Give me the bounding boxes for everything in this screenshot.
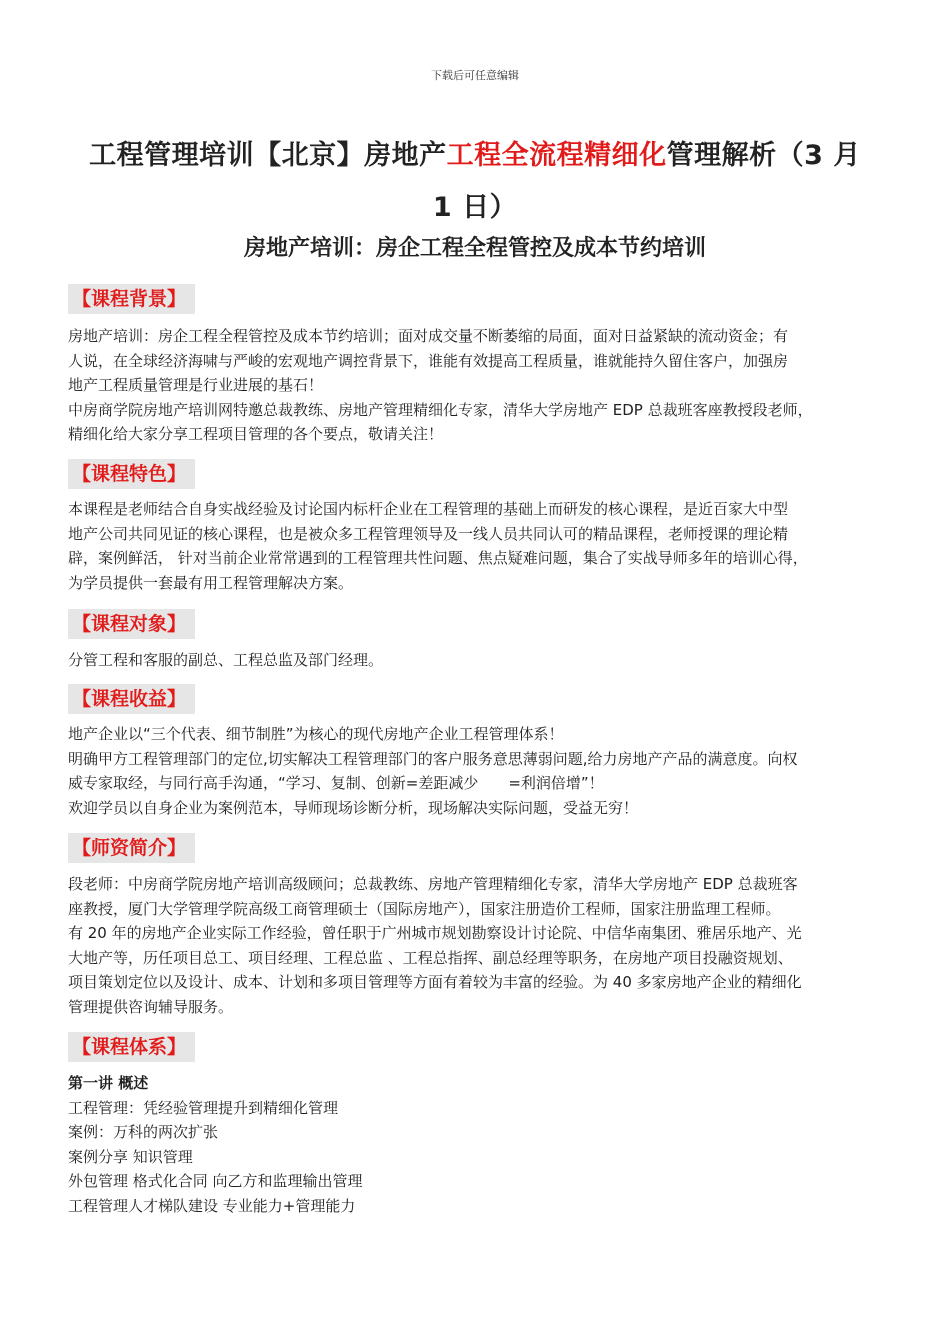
text-line: 工程管理人才梯队建设 专业能力+管理能力 [68, 1196, 356, 1215]
section-body-features [68, 497, 890, 595]
text-line: 有 20 年的房地产企业实际工作经验，曾任职于广州城市规划勘察设计讨论院、中信华南集团、雅居乐地产、光 [68, 924, 802, 942]
text-line: 段老师：中房商学院房地产培训高级顾问；总裁教练、房地产管理精细化专家，清华大学房地产 EDP 总裁班客 [68, 875, 798, 893]
document-title [60, 130, 890, 234]
section-body-benefits [68, 722, 890, 820]
text-line: 项目策划定位以及设计、成本、计划和多项目管理等方面有着较为丰富的经验。为 40 多家房地产企业的精细化 [68, 973, 802, 991]
text-line: 为学员提供一套最有用工程管理解决方案。 [68, 573, 354, 592]
text-line: 房地产培训：房企工程全程管控及成本节约培训；面对成交量不断萎缩的局面，面对日益紧缺的流动资金；有 [68, 327, 789, 345]
text-line: 分管工程和客服的副总、工程总监及部门经理。 [68, 651, 384, 669]
section-body-instructor [68, 872, 890, 1019]
text-line: 座教授，厦门大学管理学院高级工商管理硕士（国际房地产），国家注册造价工程师，国家注册监理工程师。 [68, 899, 781, 918]
text-line: 案例：万科的两次扩张 [68, 1123, 219, 1141]
text-line: 地产公司共同见证的核心课程，也是被众多工程管理领导及一线人员共同认可的精品课程，老师授课的理论精 [68, 524, 789, 543]
section-heading-benefits: 【课程收益】 [68, 684, 195, 714]
text-line: 外包管理 格式化合同 向乙方和监理输出管理 [68, 1172, 363, 1190]
section-body-audience [68, 648, 890, 673]
text-line: 辟，案例鲜活， 针对当前企业常常遇到的工程管理共性问题、焦点疑难问题，集合了实战导师多年的培训心得， [68, 549, 808, 567]
text-line: 明确甲方工程管理部门的定位,切实解决工程管理部门的客户服务意思薄弱问题,给力房地产产品的满意度。向权 [68, 749, 798, 768]
text-line: 欢迎学员以自身企业为案例范本，导师现场诊断分析，现场解决实际问题，受益无穷！ [68, 798, 639, 817]
text-line: 大地产等，历任项目总工、项目经理、工程总监 、工程总指挥、副总经理等职务，在房地产项目投融资规划、 [68, 948, 793, 967]
text-line: 精细化给大家分享工程项目管理的各个要点，敬请关注！ [68, 425, 444, 443]
title-highlight: 工程全流程精细化 [446, 140, 667, 171]
section-heading-features: 【课程特色】 [68, 459, 195, 489]
header-note: 下载后可任意编辑 [431, 69, 519, 82]
text-line: 管理提供咨询辅导服务。 [68, 997, 234, 1016]
section-body-system [68, 1071, 890, 1218]
title-part-1: 工程管理培训【北京】房地产 [89, 140, 447, 171]
text-line: 中房商学院房地产培训网特邀总裁教练、房地产管理精细化专家，清华大学房地产 EDP 总裁班客座教授段老师， [68, 400, 813, 419]
section-heading-instructor: 【师资简介】 [68, 833, 195, 863]
text-line: 本课程是老师结合自身实战经验及讨论国内标杆企业在工程管理的基础上而研发的核心课程，是近百家大中型 [68, 500, 789, 518]
text-line: 地产工程质量管理是行业进展的基石！ [68, 376, 324, 394]
section-heading-background: 【课程背景】 [68, 284, 195, 314]
text-line: 人说，在全球经济海啸与严峻的宏观地产调控背景下，谁能有效提高工程质量，谁就能持久留住客户，加强房 [68, 351, 789, 370]
text-line: 工程管理：凭经验管理提升到精细化管理 [68, 1098, 339, 1117]
section-heading-system: 【课程体系】 [68, 1032, 195, 1062]
text-line: 威专家取经，与同行高手沟通，“学习、复制、创新=差距减少 =利润倍增”！ [68, 774, 604, 792]
document-subtitle: 房地产培训：房企工程全程管控及成本节约培训 [243, 236, 706, 261]
lecture-title: 第一讲 概述 [68, 1074, 149, 1092]
section-heading-audience: 【课程对象】 [68, 609, 195, 639]
text-line: 案例分享 知识管理 [68, 1147, 193, 1166]
title-part-2: 管理解析（3 月 [666, 140, 861, 171]
title-line-2: 1 日） [432, 192, 518, 223]
section-body-background [68, 324, 890, 447]
text-line: 地产企业以“三个代表、细节制胜”为核心的现代房地产企业工程管理体系！ [68, 725, 564, 743]
